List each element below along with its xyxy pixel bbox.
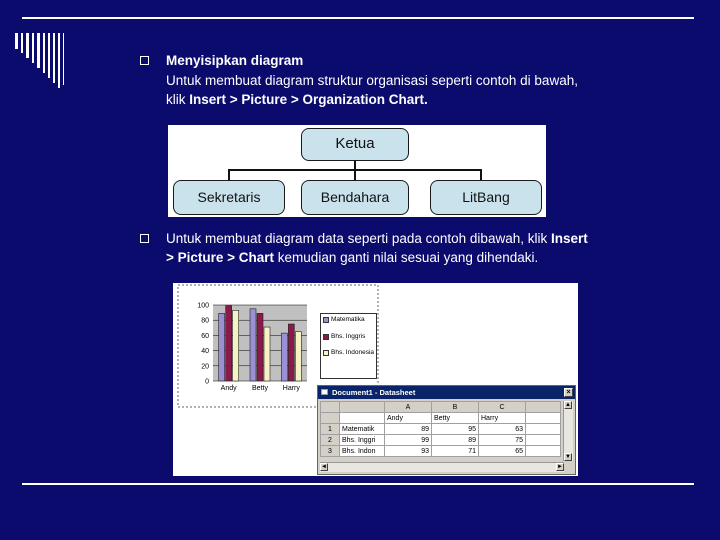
vertical-scrollbar[interactable]	[563, 401, 573, 461]
cell[interactable]: 63	[479, 424, 526, 435]
bar	[264, 327, 270, 381]
col-letter-d[interactable]	[526, 402, 561, 413]
x-tick-label: Andy	[220, 385, 237, 392]
cell[interactable]: Harry	[479, 413, 526, 424]
org-node-sekretaris: Sekretaris	[173, 180, 285, 215]
scroll-left-icon[interactable]: ◄	[321, 464, 327, 470]
cell[interactable]	[340, 413, 385, 424]
y-tick-label: 100	[197, 302, 209, 310]
org-chart-image	[168, 125, 546, 217]
bar	[281, 333, 287, 381]
y-tick-label: 0	[205, 378, 209, 386]
col-letter-a[interactable]: A	[385, 402, 432, 413]
datasheet-window[interactable]	[317, 385, 576, 475]
row-header[interactable]: 2	[321, 435, 340, 446]
row-header[interactable]: 1	[321, 424, 340, 435]
close-icon[interactable]: ×	[564, 388, 573, 397]
legend-item: Bhs. Inggris	[331, 332, 366, 340]
bottom-rule	[22, 483, 694, 485]
bullet-2-line-1: Untuk membuat diagram data seperti pada contoh dibawah, klik Insert	[166, 231, 588, 246]
x-tick-label: Harry	[282, 385, 300, 392]
legend-swatch	[323, 317, 329, 323]
cell[interactable]	[526, 435, 561, 446]
org-connector	[354, 169, 356, 180]
bullet-1-line-2: klik Insert > Picture > Organization Chart.	[166, 92, 428, 107]
org-connector	[228, 169, 230, 180]
col-letter-c[interactable]: C	[479, 402, 526, 413]
legend-item: Matematika	[331, 316, 365, 323]
x-tick-label: Betty	[252, 385, 268, 392]
bullet-1-icon	[140, 56, 149, 65]
row-label[interactable]: Matematik	[340, 424, 385, 435]
cell[interactable]: 75	[479, 435, 526, 446]
datasheet-grid[interactable]	[320, 401, 561, 457]
bullet-1-title: Menyisipkan diagram	[166, 53, 304, 68]
cell[interactable]	[526, 424, 561, 435]
row-label[interactable]: Bhs. Inggri	[340, 435, 385, 446]
bar	[257, 313, 263, 381]
scroll-right-icon[interactable]: ►	[557, 464, 563, 470]
cell[interactable]: 89	[432, 435, 479, 446]
cell[interactable]: Betty	[432, 413, 479, 424]
cell[interactable]: 93	[385, 446, 432, 457]
bullet-2-icon	[140, 234, 149, 243]
bar	[288, 324, 294, 381]
chart-screenshot	[173, 283, 578, 476]
datasheet-title: Document1 - Datasheet	[332, 388, 416, 397]
cell[interactable]: 65	[479, 446, 526, 457]
chart-legend	[320, 313, 377, 379]
scroll-down-icon[interactable]: ▼	[565, 454, 571, 460]
corner-cell[interactable]	[321, 402, 340, 413]
cell[interactable]: 95	[432, 424, 479, 435]
col-letter-b[interactable]: B	[432, 402, 479, 413]
y-tick-label: 60	[201, 332, 209, 340]
org-node-bendahara: Bendahara	[301, 180, 409, 215]
bar	[219, 313, 225, 381]
datasheet-titlebar[interactable]	[318, 386, 575, 399]
bar	[233, 310, 239, 381]
y-tick-label: 80	[201, 317, 209, 325]
cell[interactable]	[526, 413, 561, 424]
org-node-litbang: LitBang	[430, 180, 542, 215]
cell[interactable]: 71	[432, 446, 479, 457]
bullet-1-line-1: Untuk membuat diagram struktur organisasi seperti contoh di bawah,	[166, 73, 578, 88]
legend-item: Bhs. Indonesia	[331, 349, 375, 356]
legend-swatch	[323, 334, 329, 340]
cell[interactable]	[526, 446, 561, 457]
cell[interactable]: 89	[385, 424, 432, 435]
cell[interactable]: 99	[385, 435, 432, 446]
org-connector	[480, 169, 482, 180]
row-header[interactable]: 3	[321, 446, 340, 457]
bullet-2-line-2: > Picture > Chart kemudian ganti nilai sesuai yang dihendaki.	[166, 250, 539, 265]
org-node-top: Ketua	[301, 128, 409, 161]
top-rule	[22, 17, 694, 19]
bar	[226, 306, 232, 381]
bar	[250, 309, 256, 381]
cell[interactable]: Andy	[385, 413, 432, 424]
y-tick-label: 20	[201, 363, 209, 371]
scroll-up-icon[interactable]: ▲	[565, 402, 571, 408]
datasheet-window-icon	[321, 389, 328, 395]
horizontal-scrollbar[interactable]	[320, 462, 564, 472]
legend-swatch	[323, 350, 329, 356]
row-header[interactable]	[321, 413, 340, 424]
col-header-blank[interactable]	[340, 402, 385, 413]
row-label[interactable]: Bhs. Indon	[340, 446, 385, 457]
y-tick-label: 40	[201, 348, 209, 356]
bar	[295, 332, 301, 381]
